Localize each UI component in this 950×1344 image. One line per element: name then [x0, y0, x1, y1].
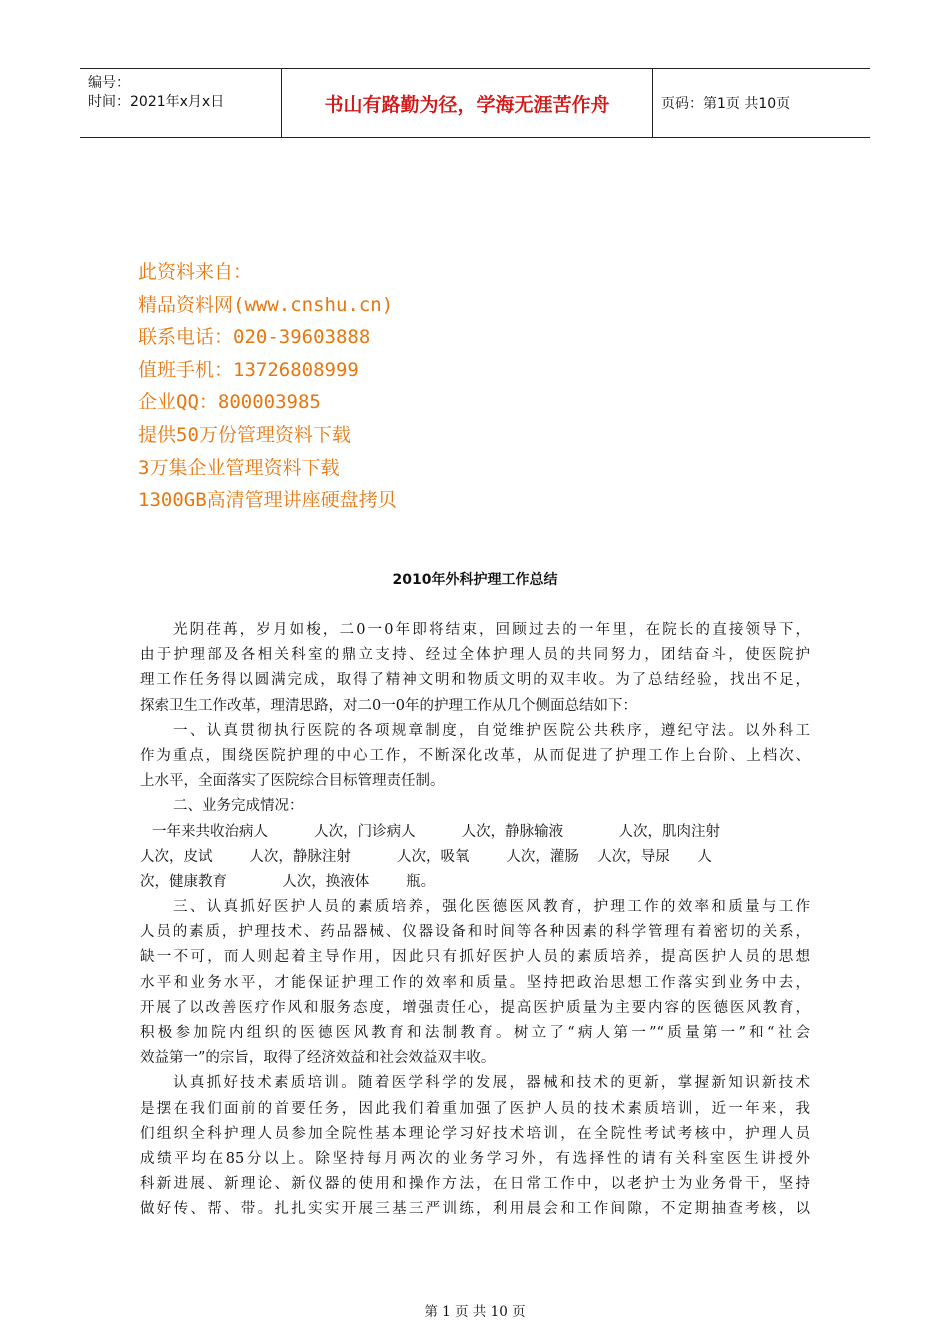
document-title: 2010年外科护理工作总结 — [392, 572, 558, 588]
header-page-info: 页码：第1页 共10页 — [661, 96, 791, 112]
text-line: 们组织全科护理人员参加全院性基本理论学习好技术培训，在全院性考试考核中，护理人员 — [140, 1125, 810, 1142]
text-line: 做好传、帮、带。扎扎实实开展三基三严训练，利用晨会和工作间隙，不定期抽查考核，以 — [140, 1201, 810, 1218]
source-line: 此资料来自： — [138, 261, 253, 283]
header-motto: 书山有路勤为径，学海无涯苦作舟 — [282, 69, 653, 137]
text-line: 科新进展、新理论、新仪器的使用和操作方法，在日常工作中，以老护士为业务骨干，坚持 — [140, 1176, 810, 1193]
code-label: 编号： — [88, 75, 130, 91]
source-line: 1300GB高清管理讲座硬盘拷贝 — [138, 489, 397, 512]
text-line: 一、认真贯彻执行医院的各项规章制度，自觉维护医院公共秩序，遵纪守法。以外科工 — [173, 722, 810, 739]
header-meta-cell — [80, 69, 282, 137]
text-line: 三、认真抓好医护人员的素质培养，强化医德医风教育，护理工作的效率和质量与工作 — [173, 899, 810, 916]
text-line: 探索卫生工作改革，理清思路，对二0一0年的护理工作从几个侧面总结如下： — [140, 697, 637, 714]
text-line: 二、业务完成情况： — [173, 798, 304, 815]
source-line: 值班手机：13726808999 — [138, 358, 359, 381]
text-line: 是摆在我们面前的首要任务，因此我们着重加强了医护人员的技术素质培训，近一年来，我 — [140, 1100, 810, 1117]
source-line: 企业QQ：800003985 — [138, 391, 321, 414]
text-line: 缺一不可，而人则起着主导作用，因此只有抓好医护人员的素质培养，提高医护人员的思想 — [140, 949, 810, 966]
text-line: 理工作任务得以圆满完成，取得了精神文明和物质文明的双丰收。为了总结经验，找出不足， — [140, 672, 810, 689]
text-line: 次，健康教育 人次，换液体 瓶。 — [140, 873, 436, 890]
text-line: 光阴荏苒，岁月如梭，二0一0年即将结束，回顾过去的一年里，在院长的直接领导下， — [173, 622, 810, 638]
text-line: 作为重点，围绕医院护理的中心工作，不断深化改革，从而促进了护理工作上台阶、上档次、 — [140, 747, 810, 764]
text-line: 认真抓好技术素质培训。随着医学科学的发展，器械和技术的更新，掌握新知识新技术 — [173, 1075, 810, 1092]
text-line: 积极参加院内组织的医德医风教育和法制教育。树立了“病人第一”“质量第一”和“社会 — [140, 1025, 810, 1041]
text-line: 效益第一”的宗旨，取得了经济效益和社会效益双丰收。 — [140, 1050, 496, 1067]
header-table — [80, 68, 870, 138]
page-footer: 第 1 页 共 10 页 — [424, 1304, 526, 1320]
text-line: 水平和业务水平，才能保证护理工作的效率和质量。坚持把政治思想工作落实到业务中去， — [140, 974, 810, 991]
source-line: 精品资料网(www.cnshu.cn) — [138, 293, 394, 316]
text-line: 上水平，全面落实了医院综合目标管理责任制。 — [140, 773, 445, 790]
source-line: 联系电话：020-39603888 — [138, 326, 371, 349]
document-body — [140, 618, 810, 1223]
source-line: 3万集企业管理资料下载 — [138, 456, 340, 479]
text-line: 成绩平均在85分以上。除坚持每月两次的业务学习外，有选择性的请有关科室医生讲授外 — [140, 1150, 810, 1167]
text-line: 开展了以改善医疗作风和服务态度，增强责任心，提高医护质量为主要内容的医德医风教育， — [140, 999, 810, 1016]
text-line: 人次，皮试 人次，静脉注射 人次，吸氧 人次，灌肠 人次，导尿 人 — [140, 848, 712, 865]
text-line: 人员的素质，护理技术、药品器械、仪器设备和时间等各种因素的科学管理有着密切的关系， — [140, 924, 810, 941]
source-line: 提供50万份管理资料下载 — [138, 423, 351, 446]
text-line: 由于护理部及各相关科室的鼎立支持、经过全体护理人员的共同努力，团结奋斗，使医院护 — [140, 647, 810, 664]
source-info-block — [138, 256, 397, 517]
text-line: 一年来共收治病人 人次，门诊病人 人次，静脉输液 人次，肌肉注射 — [152, 823, 720, 840]
date-label: 时间：2021年x月x日 — [88, 94, 225, 110]
